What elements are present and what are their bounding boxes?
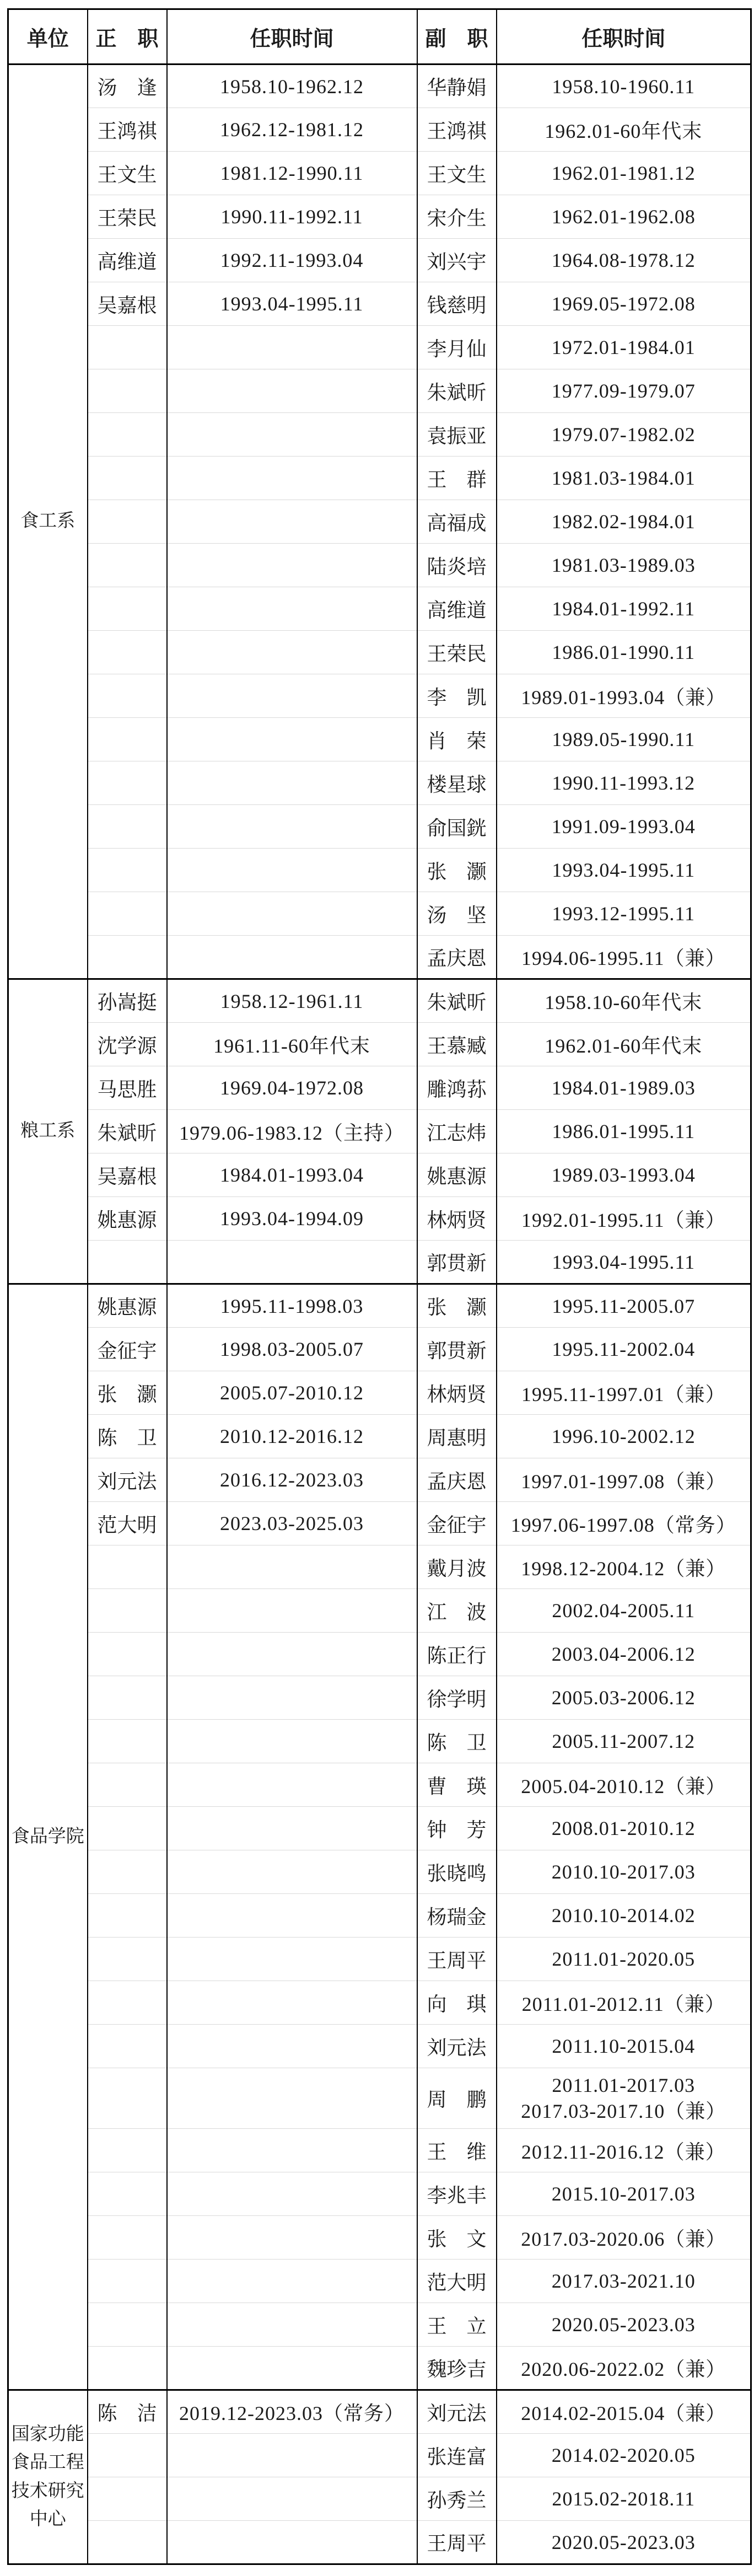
deputy-tenure-cell: 1994.06-1995.11（兼） [497, 936, 751, 979]
table-row [8, 369, 751, 413]
principal-tenure-cell [167, 2172, 417, 2216]
principal-tenure-cell [167, 326, 417, 369]
principal-tenure-cell [167, 1241, 417, 1284]
deputy-name-cell: 汤 坚 [417, 892, 497, 936]
deputy-name-cell: 向 琪 [417, 1981, 497, 2025]
principal-name-cell [88, 2216, 167, 2260]
table-row [8, 195, 751, 239]
deputy-tenure-cell: 2015.10-2017.03 [497, 2172, 751, 2216]
deputy-tenure-cell: 2017.03-2020.06（兼） [497, 2216, 751, 2260]
table-row [8, 587, 751, 631]
principal-tenure-cell [167, 2521, 417, 2564]
header-principal: 正 职 [88, 9, 167, 65]
principal-tenure-cell [167, 631, 417, 674]
table-row [8, 892, 751, 936]
principal-name-cell [88, 761, 167, 805]
deputy-tenure-cell: 2017.03-2021.10 [497, 2260, 751, 2303]
deputy-tenure-cell: 2003.04-2006.12 [497, 1633, 751, 1676]
table-row [8, 1720, 751, 1763]
header-deputy: 副 职 [417, 9, 497, 65]
deputy-name-cell: 陈正行 [417, 1633, 497, 1676]
table-row [8, 1589, 751, 1633]
deputy-name-cell: 华静娟 [417, 65, 497, 108]
deputy-name-cell: 戴月波 [417, 1545, 497, 1589]
table-row [8, 1110, 751, 1153]
principal-tenure-cell [167, 1633, 417, 1676]
deputy-tenure-cell: 1962.01-1981.12 [497, 152, 751, 195]
table-row [8, 718, 751, 761]
principal-name-cell [88, 936, 167, 979]
principal-name-cell [88, 1850, 167, 1894]
principal-name-cell [88, 369, 167, 413]
unit-cell: 国家功能食品工程技术研究中心 [8, 2390, 88, 2564]
principal-tenure-cell [167, 849, 417, 892]
table-row [8, 1633, 751, 1676]
principal-name-cell [88, 2260, 167, 2303]
principal-name-cell: 王鸿祺 [88, 108, 167, 152]
principal-name-cell [88, 1763, 167, 1807]
deputy-tenure-cell: 2014.02-2020.05 [497, 2434, 751, 2477]
deputy-tenure-cell: 1995.11-2005.07 [497, 1284, 751, 1328]
principal-tenure-cell [167, 936, 417, 979]
table-row [8, 2477, 751, 2521]
deputy-tenure-line2: 2017.03-2017.10（兼） [521, 2100, 726, 2122]
principal-tenure-cell [167, 2260, 417, 2303]
principal-name-cell: 吴嘉根 [88, 1153, 167, 1197]
table-row [8, 1545, 751, 1589]
principal-tenure-cell: 1958.12-1961.11 [167, 979, 417, 1023]
principal-name-cell: 汤 逢 [88, 65, 167, 108]
deputy-name-cell: 魏珍吉 [417, 2347, 497, 2390]
table-row [8, 108, 751, 152]
table-row [8, 631, 751, 674]
table-row [8, 457, 751, 500]
principal-tenure-cell: 1962.12-1981.12 [167, 108, 417, 152]
deputy-tenure-cell: 2010.10-2014.02 [497, 1894, 751, 1938]
deputy-tenure-cell: 2011.01-2020.05 [497, 1938, 751, 1981]
principal-tenure-cell [167, 1763, 417, 1807]
principal-name-cell [88, 2434, 167, 2477]
table-row [8, 936, 751, 979]
deputy-tenure-cell: 1962.01-1962.08 [497, 195, 751, 239]
principal-name-cell [88, 1241, 167, 1284]
leadership-roster-table [7, 8, 752, 2565]
deputy-name-cell: 张晓鸣 [417, 1850, 497, 1894]
table-row [8, 1850, 751, 1894]
deputy-tenure-cell: 1979.07-1982.02 [497, 413, 751, 457]
principal-name-cell: 马思胜 [88, 1066, 167, 1110]
roster-body [8, 65, 751, 2564]
deputy-name-cell: 楼星球 [417, 761, 497, 805]
table-row [8, 2260, 751, 2303]
header-tenure-deputy: 任职时间 [497, 9, 751, 65]
principal-tenure-cell [167, 1981, 417, 2025]
principal-name-cell: 姚惠源 [88, 1197, 167, 1241]
table-row [8, 1023, 751, 1066]
deputy-name-cell: 江志炜 [417, 1110, 497, 1153]
deputy-tenure-cell: 2020.06-2022.02（兼） [497, 2347, 751, 2390]
principal-name-cell [88, 1676, 167, 1720]
deputy-name-cell: 张 灏 [417, 849, 497, 892]
principal-name-cell [88, 2521, 167, 2564]
deputy-tenure-cell: 2012.11-2016.12（兼） [497, 2129, 751, 2172]
principal-tenure-cell [167, 1545, 417, 1589]
unit-cell: 食工系 [8, 65, 88, 979]
table-row [8, 544, 751, 587]
table-row [8, 1938, 751, 1981]
principal-name-cell: 范大明 [88, 1502, 167, 1545]
principal-tenure-cell: 1979.06-1983.12（主持） [167, 1110, 417, 1153]
table-row [8, 1328, 751, 1371]
table-row [8, 1066, 751, 1110]
deputy-tenure-cell: 2005.11-2007.12 [497, 1720, 751, 1763]
principal-name-cell: 姚惠源 [88, 1284, 167, 1328]
deputy-tenure-cell: 2008.01-2010.12 [497, 1807, 751, 1850]
table-row [8, 849, 751, 892]
principal-tenure-cell [167, 1720, 417, 1763]
deputy-name-cell: 刘元法 [417, 2025, 497, 2068]
principal-tenure-cell [167, 587, 417, 631]
table-row [8, 2521, 751, 2564]
deputy-tenure-cell: 1998.12-2004.12（兼） [497, 1545, 751, 1589]
principal-tenure-cell: 1995.11-1998.03 [167, 1284, 417, 1328]
table-row [8, 2068, 751, 2129]
principal-tenure-cell: 1961.11-60年代末 [167, 1023, 417, 1066]
principal-tenure-cell [167, 2477, 417, 2521]
principal-tenure-cell: 1990.11-1992.11 [167, 195, 417, 239]
table-row [8, 2216, 751, 2260]
table-row [8, 1807, 751, 1850]
deputy-tenure-cell: 1972.01-1984.01 [497, 326, 751, 369]
deputy-tenure-cell: 2014.02-2015.04（兼） [497, 2390, 751, 2434]
deputy-tenure-cell: 1995.11-1997.01（兼） [497, 1371, 751, 1415]
deputy-name-cell: 金征宇 [417, 1502, 497, 1545]
table-row [8, 1763, 751, 1807]
deputy-tenure-cell: 1997.06-1997.08（常务） [497, 1502, 751, 1545]
table-row [8, 1981, 751, 2025]
principal-tenure-cell: 1969.04-1972.08 [167, 1066, 417, 1110]
deputy-tenure-cell: 2005.04-2010.12（兼） [497, 1763, 751, 1807]
deputy-name-cell: 王 群 [417, 457, 497, 500]
deputy-tenure-cell: 1989.01-1993.04（兼） [497, 674, 751, 718]
principal-tenure-cell [167, 2434, 417, 2477]
deputy-tenure-cell: 1991.09-1993.04 [497, 805, 751, 849]
deputy-tenure-cell: 2020.05-2023.03 [497, 2521, 751, 2564]
deputy-name-cell: 钟 芳 [417, 1807, 497, 1850]
table-row [8, 1371, 751, 1415]
principal-name-cell [88, 849, 167, 892]
table-row [8, 239, 751, 282]
principal-tenure-cell [167, 2347, 417, 2390]
deputy-name-cell: 钱慈明 [417, 282, 497, 326]
deputy-tenure-cell: 2015.02-2018.11 [497, 2477, 751, 2521]
deputy-tenure-cell: 1993.12-1995.11 [497, 892, 751, 936]
principal-tenure-cell [167, 2303, 417, 2347]
header-tenure-principal: 任职时间 [167, 9, 417, 65]
principal-tenure-cell: 1998.03-2005.07 [167, 1328, 417, 1371]
principal-name-cell [88, 718, 167, 761]
deputy-tenure-line1: 2011.01-2017.03 [552, 2074, 696, 2096]
unit-cell: 粮工系 [8, 979, 88, 1284]
principal-tenure-cell [167, 2068, 417, 2129]
principal-name-cell [88, 2025, 167, 2068]
principal-tenure-cell [167, 892, 417, 936]
principal-name-cell: 陈 卫 [88, 1415, 167, 1458]
table-row [8, 1415, 751, 1458]
principal-tenure-cell: 1993.04-1994.09 [167, 1197, 417, 1241]
table-row [8, 500, 751, 544]
deputy-tenure-cell: 2010.10-2017.03 [497, 1850, 751, 1894]
deputy-tenure-cell: 2011.10-2015.04 [497, 2025, 751, 2068]
table-row [8, 152, 751, 195]
table-row [8, 1284, 751, 1328]
deputy-name-cell: 李月仙 [417, 326, 497, 369]
deputy-name-cell: 张 文 [417, 2216, 497, 2260]
principal-tenure-cell: 1984.01-1993.04 [167, 1153, 417, 1197]
deputy-tenure-cell: 1958.10-1960.11 [497, 65, 751, 108]
principal-tenure-cell [167, 1938, 417, 1981]
principal-name-cell [88, 326, 167, 369]
deputy-tenure-cell: 1981.03-1984.01 [497, 457, 751, 500]
principal-tenure-cell: 2005.07-2010.12 [167, 1371, 417, 1415]
principal-name-cell [88, 1894, 167, 1938]
deputy-tenure-cell: 1990.11-1993.12 [497, 761, 751, 805]
principal-name-cell [88, 587, 167, 631]
principal-name-cell: 王文生 [88, 152, 167, 195]
table-row [8, 2129, 751, 2172]
deputy-tenure-cell: 1962.01-60年代末 [497, 108, 751, 152]
principal-name-cell: 高维道 [88, 239, 167, 282]
principal-tenure-cell: 1981.12-1990.11 [167, 152, 417, 195]
table-row [8, 1153, 751, 1197]
principal-name-cell [88, 892, 167, 936]
deputy-name-cell: 林炳贤 [417, 1197, 497, 1241]
table-row [8, 2172, 751, 2216]
deputy-name-cell: 王周平 [417, 2521, 497, 2564]
deputy-tenure-cell: 1984.01-1992.11 [497, 587, 751, 631]
deputy-name-cell: 郭贯新 [417, 1328, 497, 1371]
deputy-tenure-cell: 1989.03-1993.04 [497, 1153, 751, 1197]
deputy-tenure-cell: 1995.11-2002.04 [497, 1328, 751, 1371]
principal-name-cell [88, 805, 167, 849]
principal-name-cell [88, 2172, 167, 2216]
principal-name-cell [88, 1545, 167, 1589]
deputy-tenure-cell: 1981.03-1989.03 [497, 544, 751, 587]
deputy-name-cell: 朱斌昕 [417, 369, 497, 413]
table-row [8, 326, 751, 369]
table-row [8, 2303, 751, 2347]
deputy-name-cell: 孟庆恩 [417, 936, 497, 979]
principal-tenure-cell [167, 544, 417, 587]
deputy-name-cell: 孟庆恩 [417, 1458, 497, 1502]
deputy-name-cell: 宋介生 [417, 195, 497, 239]
principal-name-cell [88, 2129, 167, 2172]
table-row [8, 1894, 751, 1938]
deputy-tenure-cell: 1958.10-60年代末 [497, 979, 751, 1023]
deputy-name-cell: 孙秀兰 [417, 2477, 497, 2521]
principal-tenure-cell [167, 805, 417, 849]
principal-tenure-cell [167, 761, 417, 805]
principal-name-cell [88, 674, 167, 718]
deputy-name-cell: 曹 瑛 [417, 1763, 497, 1807]
table-row [8, 2434, 751, 2477]
principal-name-cell [88, 1938, 167, 1981]
principal-tenure-cell: 1993.04-1995.11 [167, 282, 417, 326]
deputy-name-cell: 雕鸿荪 [417, 1066, 497, 1110]
deputy-tenure-cell: 1977.09-1979.07 [497, 369, 751, 413]
principal-tenure-cell [167, 457, 417, 500]
table-row [8, 1676, 751, 1720]
deputy-name-cell: 王荣民 [417, 631, 497, 674]
deputy-tenure-cell: 2011.01-2012.11（兼） [497, 1981, 751, 2025]
principal-tenure-cell [167, 413, 417, 457]
principal-name-cell [88, 1981, 167, 2025]
principal-name-cell: 张 灏 [88, 1371, 167, 1415]
deputy-name-cell: 王周平 [417, 1938, 497, 1981]
header-row [8, 9, 751, 65]
deputy-tenure-cell: 1992.01-1995.11（兼） [497, 1197, 751, 1241]
deputy-name-cell: 李兆丰 [417, 2172, 497, 2216]
deputy-name-cell: 朱斌昕 [417, 979, 497, 1023]
principal-tenure-cell [167, 2025, 417, 2068]
deputy-name-cell: 高维道 [417, 587, 497, 631]
deputy-name-cell: 高福成 [417, 500, 497, 544]
principal-name-cell [88, 413, 167, 457]
principal-name-cell: 沈学源 [88, 1023, 167, 1066]
principal-tenure-cell [167, 718, 417, 761]
deputy-tenure-cell: 1962.01-60年代末 [497, 1023, 751, 1066]
principal-name-cell [88, 2303, 167, 2347]
principal-name-cell: 朱斌昕 [88, 1110, 167, 1153]
principal-tenure-cell: 2016.12-2023.03 [167, 1458, 417, 1502]
principal-tenure-cell: 1992.11-1993.04 [167, 239, 417, 282]
deputy-name-cell: 刘元法 [417, 2390, 497, 2434]
deputy-name-cell: 王 维 [417, 2129, 497, 2172]
principal-name-cell: 王荣民 [88, 195, 167, 239]
deputy-tenure-cell [497, 2068, 751, 2129]
principal-tenure-cell [167, 1589, 417, 1633]
principal-tenure-cell [167, 1850, 417, 1894]
table-row [8, 979, 751, 1023]
deputy-name-cell: 张连富 [417, 2434, 497, 2477]
deputy-name-cell: 袁振亚 [417, 413, 497, 457]
principal-name-cell [88, 2347, 167, 2390]
deputy-tenure-cell: 1993.04-1995.11 [497, 849, 751, 892]
table-row [8, 413, 751, 457]
principal-tenure-cell [167, 369, 417, 413]
deputy-name-cell: 肖 荣 [417, 718, 497, 761]
table-row [8, 761, 751, 805]
principal-tenure-cell: 2023.03-2025.03 [167, 1502, 417, 1545]
deputy-name-cell: 周惠明 [417, 1415, 497, 1458]
table-row [8, 805, 751, 849]
deputy-name-cell: 姚惠源 [417, 1153, 497, 1197]
deputy-tenure-cell: 1986.01-1995.11 [497, 1110, 751, 1153]
deputy-name-cell: 张 灏 [417, 1284, 497, 1328]
deputy-name-cell: 王慕臧 [417, 1023, 497, 1066]
deputy-tenure-cell: 1986.01-1990.11 [497, 631, 751, 674]
deputy-tenure-cell: 1993.04-1995.11 [497, 1241, 751, 1284]
deputy-tenure-cell: 1969.05-1972.08 [497, 282, 751, 326]
deputy-tenure-cell: 1996.10-2002.12 [497, 1415, 751, 1458]
deputy-tenure-cell: 2002.04-2005.11 [497, 1589, 751, 1633]
principal-name-cell [88, 544, 167, 587]
principal-tenure-cell [167, 1894, 417, 1938]
principal-name-cell [88, 1720, 167, 1763]
principal-tenure-cell [167, 674, 417, 718]
header-unit: 单位 [8, 9, 88, 65]
table-row [8, 65, 751, 108]
table-row [8, 1197, 751, 1241]
deputy-tenure-cell: 1989.05-1990.11 [497, 718, 751, 761]
principal-name-cell [88, 1807, 167, 1850]
principal-name-cell: 孙嵩挺 [88, 979, 167, 1023]
table-row [8, 1241, 751, 1284]
table-row [8, 2390, 751, 2434]
deputy-tenure-cell: 1997.01-1997.08（兼） [497, 1458, 751, 1502]
table-row [8, 1458, 751, 1502]
deputy-tenure-cell: 1984.01-1989.03 [497, 1066, 751, 1110]
deputy-name-cell: 郭贯新 [417, 1241, 497, 1284]
deputy-name-cell: 陆炎培 [417, 544, 497, 587]
deputy-name-cell: 徐学明 [417, 1676, 497, 1720]
principal-name-cell [88, 1589, 167, 1633]
deputy-name-cell: 李 凯 [417, 674, 497, 718]
principal-tenure-cell [167, 1807, 417, 1850]
principal-name-cell [88, 2068, 167, 2129]
deputy-name-cell: 俞国銧 [417, 805, 497, 849]
principal-tenure-cell: 2019.12-2023.03（常务） [167, 2390, 417, 2434]
deputy-tenure-cell: 1982.02-1984.01 [497, 500, 751, 544]
deputy-tenure-cell: 2005.03-2006.12 [497, 1676, 751, 1720]
principal-tenure-cell [167, 2129, 417, 2172]
principal-tenure-cell [167, 500, 417, 544]
deputy-tenure-cell: 2020.05-2023.03 [497, 2303, 751, 2347]
table-row [8, 674, 751, 718]
deputy-name-cell: 江 波 [417, 1589, 497, 1633]
principal-name-cell [88, 1633, 167, 1676]
deputy-name-cell: 陈 卫 [417, 1720, 497, 1763]
principal-name-cell: 吴嘉根 [88, 282, 167, 326]
principal-name-cell [88, 2477, 167, 2521]
deputy-tenure-cell: 1964.08-1978.12 [497, 239, 751, 282]
table-row [8, 282, 751, 326]
deputy-name-cell: 周 鹏 [417, 2068, 497, 2129]
deputy-name-cell: 王文生 [417, 152, 497, 195]
principal-name-cell: 陈 洁 [88, 2390, 167, 2434]
deputy-name-cell: 王 立 [417, 2303, 497, 2347]
deputy-name-cell: 林炳贤 [417, 1371, 497, 1415]
deputy-name-cell: 刘兴宇 [417, 239, 497, 282]
table-row [8, 1502, 751, 1545]
principal-name-cell: 刘元法 [88, 1458, 167, 1502]
deputy-name-cell: 杨瑞金 [417, 1894, 497, 1938]
deputy-name-cell: 范大明 [417, 2260, 497, 2303]
table-row [8, 2347, 751, 2390]
principal-name-cell: 金征宇 [88, 1328, 167, 1371]
principal-tenure-cell [167, 2216, 417, 2260]
table-row [8, 2025, 751, 2068]
principal-name-cell [88, 631, 167, 674]
principal-tenure-cell: 1958.10-1962.12 [167, 65, 417, 108]
principal-tenure-cell: 2010.12-2016.12 [167, 1415, 417, 1458]
deputy-name-cell: 王鸿祺 [417, 108, 497, 152]
principal-tenure-cell [167, 1676, 417, 1720]
principal-name-cell [88, 500, 167, 544]
principal-name-cell [88, 457, 167, 500]
unit-cell: 食品学院 [8, 1284, 88, 2390]
